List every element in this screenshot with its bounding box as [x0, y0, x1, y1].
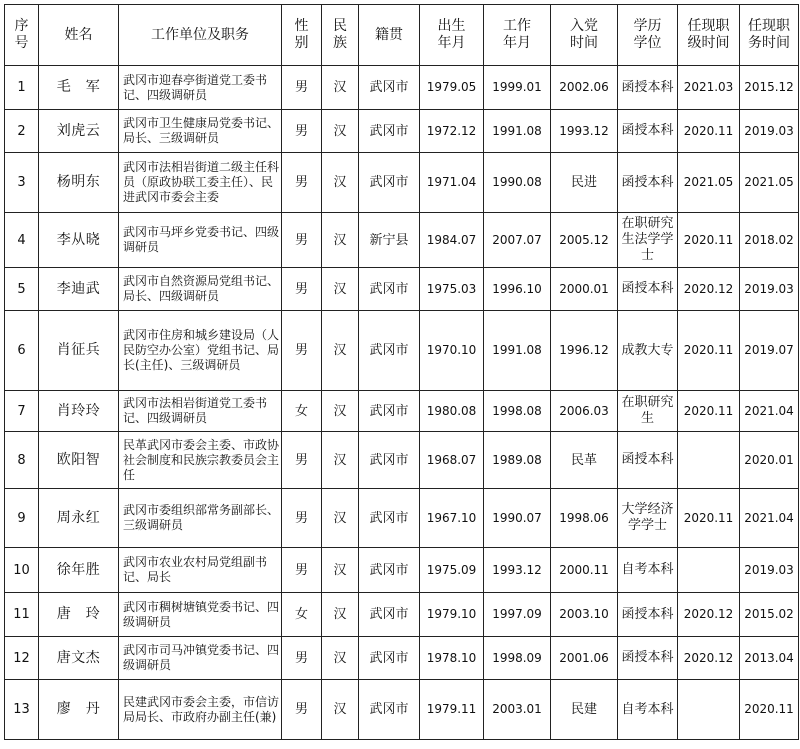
cell-name: 廖 丹	[39, 680, 119, 740]
cell-work: 2007.07	[484, 213, 551, 268]
cell-position: 武冈市委组织部常务副部长、三级调研员	[119, 489, 282, 548]
table-row	[5, 637, 799, 680]
cell-work: 2003.01	[484, 680, 551, 740]
cell-rank-time: 2020.11	[678, 110, 740, 153]
cell-birth: 1979.10	[420, 593, 484, 637]
cell-gender: 男	[282, 637, 322, 680]
cell-education: 函授本科	[618, 268, 678, 311]
cell-ethnicity: 汉	[322, 432, 359, 489]
cell-rank-time: 2020.11	[678, 489, 740, 548]
cell-seq: 13	[5, 680, 39, 740]
cell-name: 周永红	[39, 489, 119, 548]
cell-ethnicity: 汉	[322, 268, 359, 311]
cell-position: 民革武冈市委会主委、市政协社会制度和民族宗教委员会主任	[119, 432, 282, 489]
cell-native: 武冈市	[359, 548, 420, 593]
cell-gender: 男	[282, 548, 322, 593]
cell-position: 武冈市稠树塘镇党委书记、四级调研员	[119, 593, 282, 637]
cell-native: 新宁县	[359, 213, 420, 268]
cell-seq: 1	[5, 66, 39, 110]
cell-education: 在职研究生	[618, 391, 678, 432]
cell-gender: 男	[282, 268, 322, 311]
cell-birth: 1978.10	[420, 637, 484, 680]
header-ethnicity: 民 族	[322, 5, 359, 66]
cell-party: 2002.06	[551, 66, 618, 110]
cell-rank-time	[678, 548, 740, 593]
cell-name: 李从晓	[39, 213, 119, 268]
table-row	[5, 153, 799, 213]
cell-seq: 3	[5, 153, 39, 213]
cell-party: 2005.12	[551, 213, 618, 268]
cell-birth: 1975.09	[420, 548, 484, 593]
cell-gender: 男	[282, 213, 322, 268]
cell-ethnicity: 汉	[322, 593, 359, 637]
cell-birth: 1980.08	[420, 391, 484, 432]
header-work: 工作 年月	[484, 5, 551, 66]
cell-education: 成教大专	[618, 311, 678, 391]
cell-education: 大学经济学学士	[618, 489, 678, 548]
cell-native: 武冈市	[359, 268, 420, 311]
cell-rank-time: 2021.03	[678, 66, 740, 110]
header-native: 籍贯	[359, 5, 420, 66]
cell-party: 1993.12	[551, 110, 618, 153]
cell-education: 自考本科	[618, 548, 678, 593]
cell-party: 民建	[551, 680, 618, 740]
header-seq: 序 号	[5, 5, 39, 66]
cell-rank-time	[678, 680, 740, 740]
cell-position: 武冈市马坪乡党委书记、四级调研员	[119, 213, 282, 268]
cell-ethnicity: 汉	[322, 153, 359, 213]
cell-rank-time: 2020.11	[678, 391, 740, 432]
cell-rank-time	[678, 432, 740, 489]
cell-post-time: 2019.03	[740, 268, 799, 311]
cell-native: 武冈市	[359, 637, 420, 680]
cell-work: 1990.07	[484, 489, 551, 548]
cell-seq: 2	[5, 110, 39, 153]
cell-seq: 9	[5, 489, 39, 548]
cell-name: 毛 军	[39, 66, 119, 110]
cell-birth: 1979.05	[420, 66, 484, 110]
table-row	[5, 311, 799, 391]
cell-seq: 6	[5, 311, 39, 391]
table-row	[5, 213, 799, 268]
cell-education: 函授本科	[618, 593, 678, 637]
cell-birth: 1984.07	[420, 213, 484, 268]
cell-rank-time: 2020.12	[678, 268, 740, 311]
cell-party: 2001.06	[551, 637, 618, 680]
cell-gender: 男	[282, 432, 322, 489]
cell-party: 1996.12	[551, 311, 618, 391]
cell-rank-time: 2020.12	[678, 637, 740, 680]
cell-seq: 7	[5, 391, 39, 432]
cell-birth: 1970.10	[420, 311, 484, 391]
cell-name: 李迪武	[39, 268, 119, 311]
cell-post-time: 2019.03	[740, 548, 799, 593]
cell-native: 武冈市	[359, 489, 420, 548]
cell-name: 徐年胜	[39, 548, 119, 593]
cell-ethnicity: 汉	[322, 548, 359, 593]
cell-position: 武冈市住房和城乡建设局（人民防空办公室）党组书记、局长(主任)、三级调研员	[119, 311, 282, 391]
cell-position: 武冈市自然资源局党组书记、局长、四级调研员	[119, 268, 282, 311]
cell-gender: 男	[282, 153, 322, 213]
table-row	[5, 66, 799, 110]
cell-native: 武冈市	[359, 593, 420, 637]
cell-name: 刘虎云	[39, 110, 119, 153]
header-row	[5, 5, 799, 66]
header-name: 姓名	[39, 5, 119, 66]
cell-party: 2000.01	[551, 268, 618, 311]
cell-ethnicity: 汉	[322, 489, 359, 548]
cell-name: 唐文杰	[39, 637, 119, 680]
header-rank-time: 任现职 级时间	[678, 5, 740, 66]
cell-birth: 1979.11	[420, 680, 484, 740]
cell-work: 1998.08	[484, 391, 551, 432]
cell-seq: 4	[5, 213, 39, 268]
cell-post-time: 2021.04	[740, 489, 799, 548]
table-row	[5, 391, 799, 432]
cell-native: 武冈市	[359, 680, 420, 740]
cell-native: 武冈市	[359, 391, 420, 432]
cell-post-time: 2021.05	[740, 153, 799, 213]
cell-name: 杨明东	[39, 153, 119, 213]
cell-rank-time: 2020.11	[678, 311, 740, 391]
cell-native: 武冈市	[359, 66, 420, 110]
cell-birth: 1975.03	[420, 268, 484, 311]
cell-rank-time: 2021.05	[678, 153, 740, 213]
cell-ethnicity: 汉	[322, 311, 359, 391]
cell-post-time: 2019.03	[740, 110, 799, 153]
cell-gender: 男	[282, 66, 322, 110]
cell-education: 函授本科	[618, 110, 678, 153]
table-row	[5, 432, 799, 489]
table-row	[5, 110, 799, 153]
cell-gender: 女	[282, 391, 322, 432]
cell-seq: 10	[5, 548, 39, 593]
cell-gender: 女	[282, 593, 322, 637]
cell-position: 民建武冈市委会主委，市信访局局长、市政府办副主任(兼)	[119, 680, 282, 740]
cell-position: 武冈市法相岩街道二级主任科员（原政协联工委主任）、民进武冈市委会主委	[119, 153, 282, 213]
cell-party: 民革	[551, 432, 618, 489]
cell-work: 1991.08	[484, 110, 551, 153]
cell-gender: 男	[282, 311, 322, 391]
table-row	[5, 680, 799, 740]
cell-ethnicity: 汉	[322, 66, 359, 110]
table-row	[5, 489, 799, 548]
table-row	[5, 268, 799, 311]
cell-position: 武冈市卫生健康局党委书记、局长、三级调研员	[119, 110, 282, 153]
cell-post-time: 2021.04	[740, 391, 799, 432]
cell-work: 1989.08	[484, 432, 551, 489]
cell-seq: 11	[5, 593, 39, 637]
header-birth: 出生 年月	[420, 5, 484, 66]
cell-birth: 1971.04	[420, 153, 484, 213]
cell-native: 武冈市	[359, 311, 420, 391]
header-party: 入党 时间	[551, 5, 618, 66]
cell-work: 1999.01	[484, 66, 551, 110]
cell-work: 1997.09	[484, 593, 551, 637]
cell-post-time: 2015.02	[740, 593, 799, 637]
cadre-table	[4, 4, 799, 740]
cell-post-time: 2013.04	[740, 637, 799, 680]
cell-education: 函授本科	[618, 432, 678, 489]
cell-birth: 1972.12	[420, 110, 484, 153]
cell-party: 2003.10	[551, 593, 618, 637]
table-row	[5, 593, 799, 637]
header-gender: 性 别	[282, 5, 322, 66]
cell-rank-time: 2020.11	[678, 213, 740, 268]
table-row	[5, 548, 799, 593]
cell-seq: 5	[5, 268, 39, 311]
cell-seq: 12	[5, 637, 39, 680]
cell-native: 武冈市	[359, 110, 420, 153]
header-position: 工作单位及职务	[119, 5, 282, 66]
cell-post-time: 2020.01	[740, 432, 799, 489]
header-post-time: 任现职 务时间	[740, 5, 799, 66]
cell-work: 1996.10	[484, 268, 551, 311]
cell-education: 函授本科	[618, 153, 678, 213]
header-education: 学历 学位	[618, 5, 678, 66]
cell-party: 2000.11	[551, 548, 618, 593]
cell-work: 1990.08	[484, 153, 551, 213]
cell-party: 1998.06	[551, 489, 618, 548]
cell-rank-time: 2020.12	[678, 593, 740, 637]
cell-name: 肖玲玲	[39, 391, 119, 432]
cell-ethnicity: 汉	[322, 637, 359, 680]
cell-work: 1998.09	[484, 637, 551, 680]
cell-post-time: 2018.02	[740, 213, 799, 268]
cell-education: 在职研究生法学学士	[618, 213, 678, 268]
cell-gender: 男	[282, 680, 322, 740]
cell-party: 2006.03	[551, 391, 618, 432]
cell-education: 函授本科	[618, 637, 678, 680]
cell-ethnicity: 汉	[322, 110, 359, 153]
cell-name: 肖征兵	[39, 311, 119, 391]
cell-name: 唐 玲	[39, 593, 119, 637]
cell-native: 武冈市	[359, 153, 420, 213]
cell-name: 欧阳智	[39, 432, 119, 489]
cell-native: 武冈市	[359, 432, 420, 489]
cell-party: 民进	[551, 153, 618, 213]
cell-post-time: 2020.11	[740, 680, 799, 740]
cell-position: 武冈市法相岩街道党工委书记、四级调研员	[119, 391, 282, 432]
cell-work: 1993.12	[484, 548, 551, 593]
cell-ethnicity: 汉	[322, 391, 359, 432]
cell-post-time: 2015.12	[740, 66, 799, 110]
cell-gender: 男	[282, 110, 322, 153]
cell-position: 武冈市农业农村局党组副书记、局长	[119, 548, 282, 593]
cell-post-time: 2019.07	[740, 311, 799, 391]
cell-education: 自考本科	[618, 680, 678, 740]
cell-position: 武冈市司马冲镇党委书记、四级调研员	[119, 637, 282, 680]
cell-education: 函授本科	[618, 66, 678, 110]
cell-gender: 男	[282, 489, 322, 548]
cell-birth: 1967.10	[420, 489, 484, 548]
cell-ethnicity: 汉	[322, 213, 359, 268]
cell-seq: 8	[5, 432, 39, 489]
cell-work: 1991.08	[484, 311, 551, 391]
cell-ethnicity: 汉	[322, 680, 359, 740]
cell-position: 武冈市迎春亭街道党工委书记、四级调研员	[119, 66, 282, 110]
cell-birth: 1968.07	[420, 432, 484, 489]
